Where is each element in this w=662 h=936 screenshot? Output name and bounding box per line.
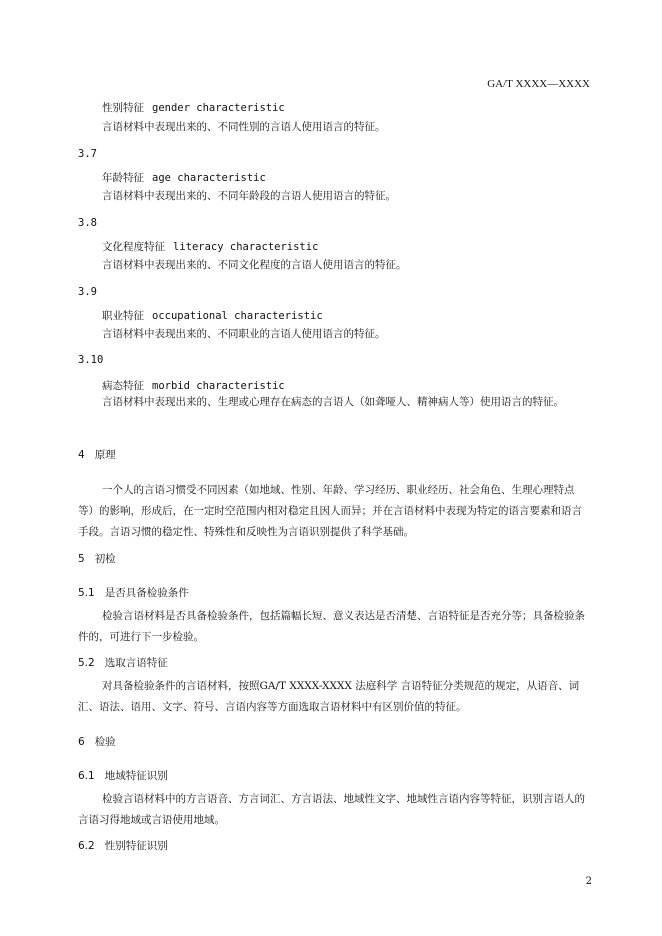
term-en: occupational characteristic [152,310,323,322]
term-number-3-8: 3.8 [78,217,97,229]
term-definition-occupational: 言语材料中表现出来的、不同职业的言语人使用语言的特征。 [102,328,386,340]
section-title: 选取言语特征 [104,657,168,669]
term-cn: 文化程度特征 [102,241,165,253]
section-title: 原理 [94,449,116,461]
term-heading-occupational [102,308,323,323]
doc-code-header: GA/T XXXX—XXXX [487,78,590,90]
term-definition-age: 言语材料中表现出来的、不同年龄段的言语人使用语言的特征。 [102,190,396,202]
term-cn: 职业特征 [102,310,144,322]
term-number-3-10: 3.10 [78,354,104,366]
section-number: 5 [78,553,85,565]
section-heading-5 [78,551,116,566]
section-number: 6 [78,736,85,748]
section-number: 5.2 [78,657,95,669]
term-cn: 年龄特征 [102,172,144,184]
section-body-5-2: 对具备检验条件的言语材料，按照GA/T XXXX-XXXX 法庭科学 言语特征分类规范的规定，从语音、词汇、语法、语用、文字、符号、言语内容等方面选取言语材料中有区别价值的特征。 [78,680,580,713]
page-number: 2 [585,876,592,887]
term-definition-gender: 言语材料中表现出来的、不同性别的言语人使用语言的特征。 [102,121,386,133]
section-title: 是否具备检验条件 [104,587,189,599]
term-heading-literacy [102,239,318,254]
section-heading-6 [78,734,116,749]
term-en: age characteristic [152,172,266,184]
section-heading-6-2 [78,838,168,853]
term-cn: 病态特征 [102,380,144,392]
section-number: 6.1 [78,770,95,782]
section-heading-5-1 [78,585,189,600]
section-body-6-1: 检验言语材料中的方言语音、方言词汇、方言语法、地域性文字、地域性言语内容等特征，识别言语人的言语习得地域或言语使用地域。 [78,793,585,826]
section-title: 地域特征识别 [104,770,168,782]
term-cn: 性别特征 [102,102,144,114]
term-en: morbid characteristic [152,380,285,392]
section-heading-5-2 [78,655,168,670]
section-heading-4 [78,447,116,462]
section-heading-6-1 [78,768,168,783]
term-definition-literacy: 言语材料中表现出来的、不同文化程度的言语人使用语言的特征。 [102,259,407,271]
term-number-3-7: 3.7 [78,148,97,160]
section-body-5-1: 检验言语材料是否具备检验条件，包括篇幅长短、意义表达是否清楚、言语特征是否充分等；具备检验条件的，可进行下一步检验。 [78,610,585,643]
term-heading-morbid [102,378,285,393]
section-body-4: 一个人的言语习惯受不同因素（如地域、性别、年龄、学习经历、职业经历、社会角色、生理心理特点等）的影响，形成后，在一定时空范围内相对稳定且因人而异；并在言语材料中表现为特定的语言要素和语言手段。言语习惯的稳定性、特殊性和反映性为言语识别提供了科学基础。 [78,484,582,538]
term-en: gender characteristic [152,102,285,114]
term-en: literacy characteristic [173,241,319,253]
section-number: 5.1 [78,587,95,599]
term-heading-age [102,170,266,185]
section-title: 性别特征识别 [104,840,168,852]
section-number: 6.2 [78,840,95,852]
section-title: 初检 [94,553,116,565]
section-title: 检验 [94,736,116,748]
section-number: 4 [78,449,85,461]
term-definition-morbid: 言语材料中表现出来的、生理或心理存在病态的言语人（如聋哑人、精神病人等）使用语言的特征。 [102,396,564,408]
term-number-3-9: 3.9 [78,286,97,298]
term-heading-gender [102,100,285,115]
